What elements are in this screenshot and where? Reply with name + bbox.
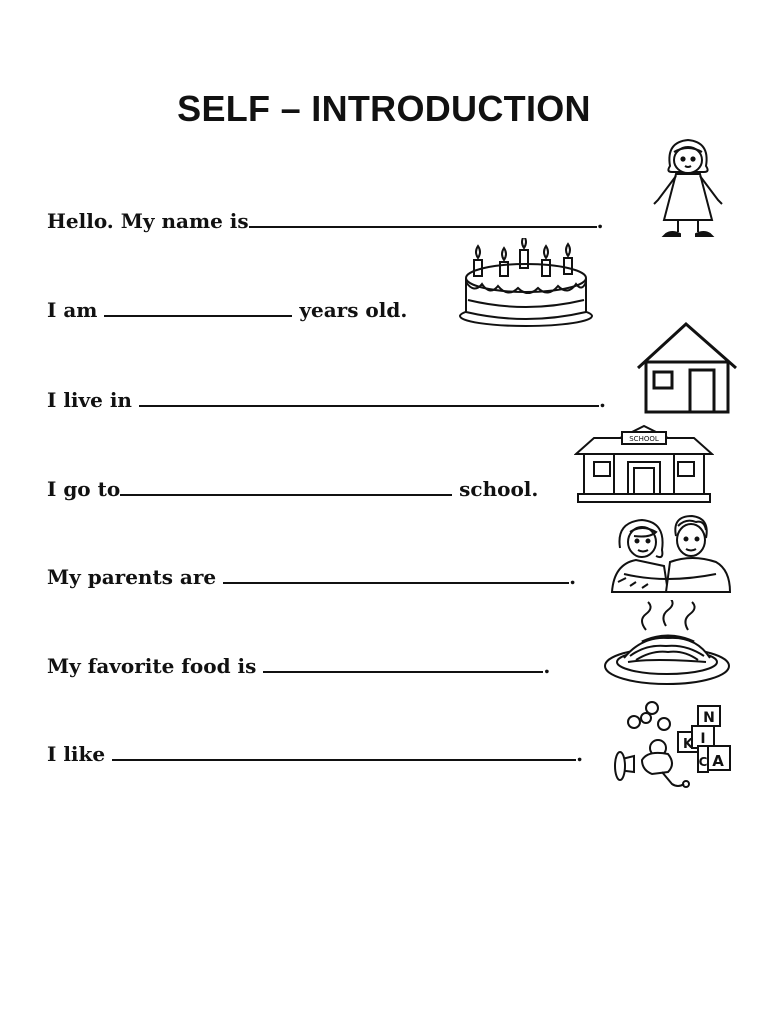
house-icon	[634, 320, 740, 416]
answer-blank[interactable]	[263, 653, 543, 673]
page-title: SELF – INTRODUCTION	[177, 88, 591, 129]
school-sign-text: SCHOOL	[629, 435, 659, 443]
answer-blank[interactable]	[139, 387, 599, 407]
school-building-icon	[574, 424, 714, 508]
answer-blank[interactable]	[223, 564, 569, 584]
sentence-ending: .	[569, 565, 577, 589]
sentence-ending: .	[576, 742, 584, 766]
sentence-name	[47, 208, 604, 233]
toy-block-letter: K	[682, 737, 694, 752]
sentence-ending: years old.	[292, 298, 408, 322]
sentence-text: Hello. My name is	[47, 209, 249, 233]
answer-blank[interactable]	[120, 476, 452, 496]
sentence-ending: school.	[452, 477, 539, 501]
birthday-cake-icon	[456, 238, 596, 330]
sentence-parents	[47, 564, 576, 589]
sentence-text: I go to	[47, 477, 121, 501]
sentence-likes	[47, 741, 583, 766]
parents-icon	[606, 512, 734, 594]
sentence-age	[47, 297, 407, 322]
answer-blank[interactable]	[249, 208, 597, 228]
answer-blank[interactable]	[112, 741, 576, 761]
sentence-text: My parents are	[47, 565, 224, 589]
toy-block-letter: I	[700, 731, 706, 747]
sentence-ending: .	[598, 388, 606, 412]
sentence-text: I like	[47, 742, 113, 766]
toys-icon	[612, 700, 736, 794]
sentence-text: I live in	[47, 388, 139, 412]
answer-blank[interactable]	[104, 297, 292, 317]
girl-icon	[636, 136, 740, 242]
spaghetti-plate-icon	[602, 600, 732, 688]
toy-block-letter: A	[712, 752, 724, 770]
sentence-text: My favorite food is	[47, 654, 264, 678]
sentence-ending: .	[543, 654, 551, 678]
sentence-text: I am	[47, 298, 105, 322]
toy-block-letter: C	[698, 755, 708, 769]
sentence-food	[47, 653, 550, 678]
sentence-home	[47, 387, 606, 412]
sentence-ending: .	[596, 209, 604, 233]
sentence-school	[47, 476, 538, 501]
toy-block-letter: N	[703, 710, 715, 726]
